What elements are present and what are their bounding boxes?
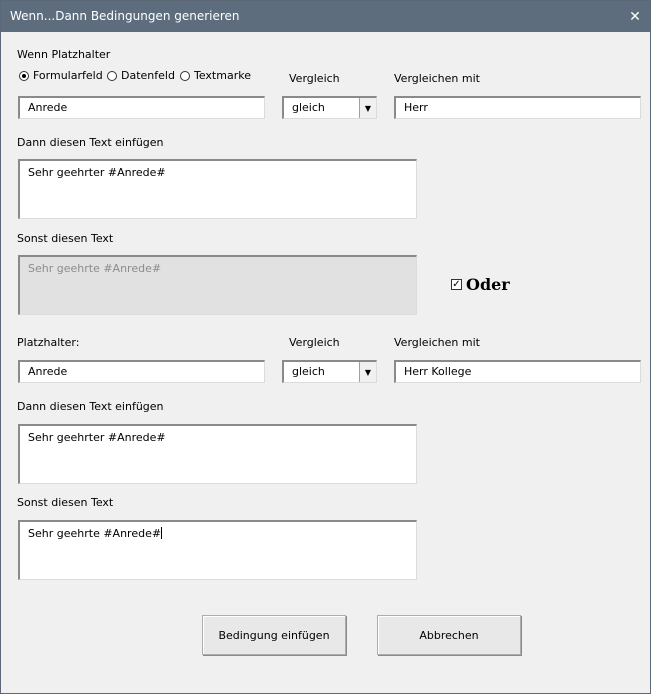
chevron-down-icon[interactable]: ▼ <box>359 98 376 118</box>
radio-label: Datenfeld <box>121 69 175 82</box>
oder-label: Oder <box>466 275 510 294</box>
vergleich-label-1: Vergleich <box>289 72 340 85</box>
compare-with-field-1[interactable]: Herr <box>394 96 641 119</box>
compare-select-2[interactable] <box>282 360 377 383</box>
window-title: Wenn...Dann Bedingungen generieren <box>10 9 240 23</box>
else-text-2[interactable] <box>18 520 417 580</box>
cancel-button[interactable]: Abbrechen <box>377 615 521 655</box>
compare-with-field-2[interactable]: Herr Kollege <box>394 360 641 383</box>
then-text-2[interactable]: Sehr geehrter #Anrede# <box>18 424 417 484</box>
vergleichen-mit-label-1: Vergleichen mit <box>394 72 480 85</box>
checkmark-icon: ✓ <box>452 279 461 290</box>
platzhalter-label-2: Platzhalter: <box>17 336 80 349</box>
else-text-2-value: Sehr geehrte #Anrede# <box>28 527 162 540</box>
radio-formularfeld[interactable] <box>19 69 103 82</box>
radio-datenfeld[interactable] <box>107 69 175 82</box>
wenn-platzhalter-label: Wenn Platzhalter <box>17 48 111 61</box>
compare-select-value: gleich <box>292 365 325 378</box>
oder-checkbox[interactable] <box>451 275 510 294</box>
else-text-1: Sehr geehrte #Anrede# <box>18 255 417 315</box>
then-label-2: Dann diesen Text einfügen <box>17 400 164 413</box>
placeholder-field-2[interactable]: Anrede <box>18 360 265 383</box>
vergleich-label-2: Vergleich <box>289 336 340 349</box>
else-label-1: Sonst diesen Text <box>17 232 114 245</box>
text-caret <box>161 527 162 539</box>
radio-textmarke[interactable] <box>180 69 251 82</box>
radio-dot-icon <box>107 71 117 81</box>
placeholder-field-1[interactable]: Anrede <box>18 96 265 119</box>
radio-dot-icon <box>19 71 29 81</box>
compare-select-1[interactable] <box>282 96 377 119</box>
else-label-2: Sonst diesen Text <box>17 496 114 509</box>
radio-label: Formularfeld <box>33 69 103 82</box>
close-icon[interactable]: ✕ <box>629 8 641 25</box>
insert-condition-button[interactable]: Bedingung einfügen <box>202 615 346 655</box>
compare-select-value: gleich <box>292 101 325 114</box>
then-text-1[interactable]: Sehr geehrter #Anrede# <box>18 159 417 219</box>
then-label-1: Dann diesen Text einfügen <box>17 136 164 149</box>
chevron-down-icon[interactable]: ▼ <box>359 362 376 382</box>
vergleichen-mit-label-2: Vergleichen mit <box>394 336 480 349</box>
title-bar[interactable] <box>1 1 650 32</box>
radio-dot-icon <box>180 71 190 81</box>
radio-label: Textmarke <box>194 69 251 82</box>
